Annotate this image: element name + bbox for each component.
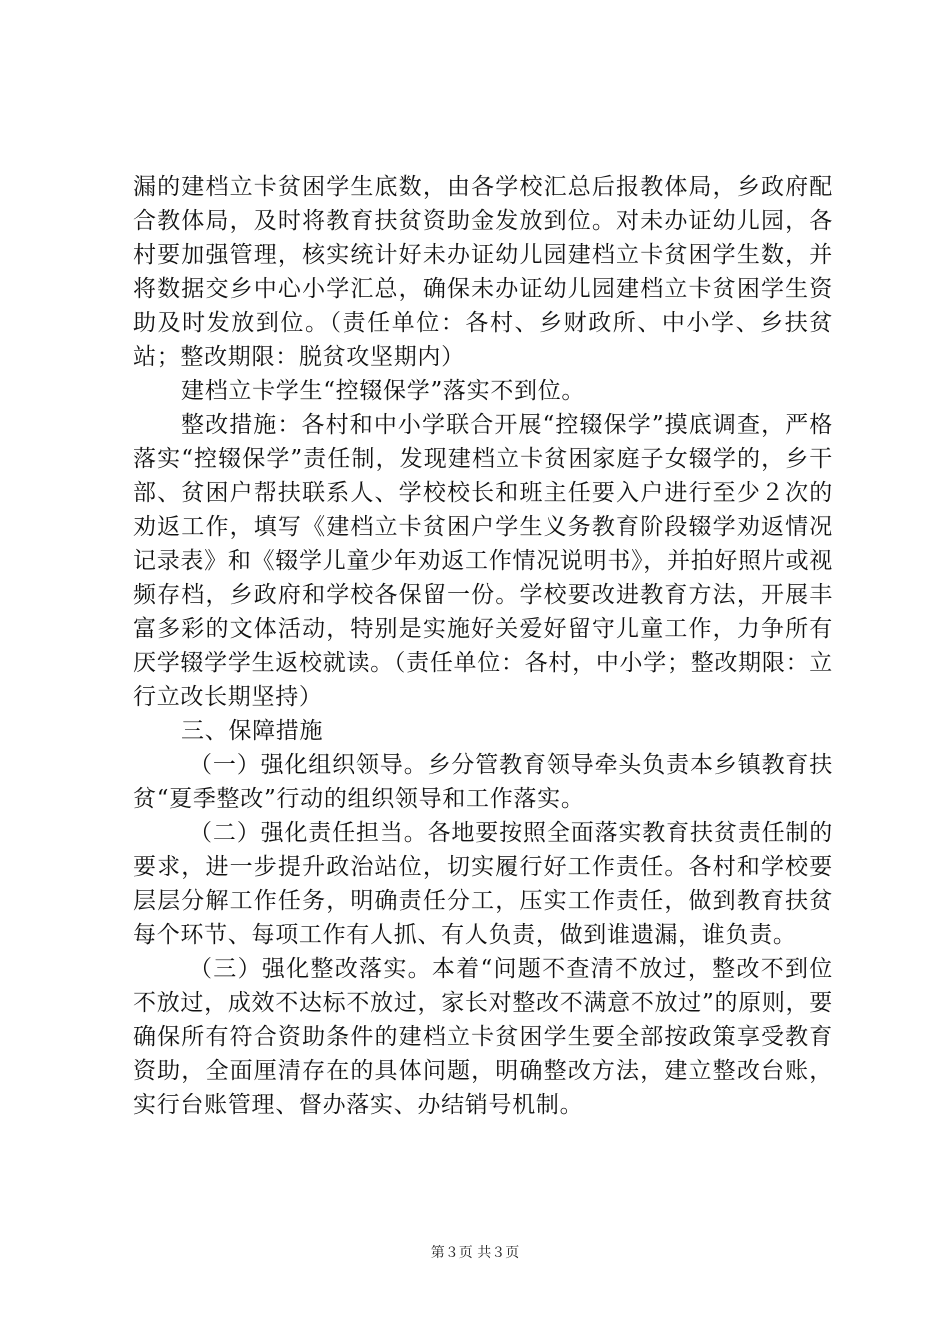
document-body	[133, 170, 833, 1122]
page-footer	[0, 1244, 950, 1262]
paragraph-safeguard-3: （三）强化整改落实。本着“问题不查清不放过，整改不到位不放过，成效不达标不放过，家长对整改不满意不放过”的原则，要确保所有符合资助条件的建档立卡贫困学生要全部按政策享受教育资助，全面厘清存在的具体问题，明确整改方法，建立整改台账，实行台账管理、督办落实、办结销号机制。	[133, 956, 833, 1118]
paragraph-rectification-measures: 整改措施：各村和中小学联合开展“控辍保学”摸底调查，严格落实“控辍保学”责任制，发现建档立卡贫困家庭子女辍学的，乡干部、贫困户帮扶联系人、学校校长和班主任要入户进行至少２次的劝返工作，填写《建档立卡贫困户学生义务教育阶段辍学劝返情况记录表》和《辍学儿童少年劝返工作情况说明书》，并拍好照片或视频存档，乡政府和学校各保留一份。学校要改进教育方法，开展丰富多彩的文体活动，特别是实施好关爱好留守儿童工作，力争所有厌学辍学学生返校就读。（责任单位：各村，中小学；整改期限：立行立改长期坚持）	[133, 412, 833, 710]
paragraph-safeguard-1: （一）强化组织领导。乡分管教育领导牵头负责本乡镇教育扶贫“夏季整改”行动的组织领导和工作落实。	[133, 752, 833, 812]
page-number: 第３页 共３页	[430, 1245, 520, 1261]
paragraph-continuation: 漏的建档立卡贫困学生底数，由各学校汇总后报教体局，乡政府配合教体局，及时将教育扶贫资助金发放到位。对未办证幼儿园，各村要加强管理，核实统计好未办证幼儿园建档立卡贫困学生数，并将数据交乡中心小学汇总，确保未办证幼儿园建档立卡贫困学生资助及时发放到位。（责任单位：各村、乡财政所、中小学、乡扶贫站；整改期限：脱贫攻坚期内）	[133, 174, 833, 370]
paragraph-safeguard-2: （二）强化责任担当。各地要按照全面落实教育扶贫责任制的要求，进一步提升政治站位，切实履行好工作责任。各村和学校要层层分解工作任务，明确责任分工，压实工作责任，做到教育扶贫每个环节、每项工作有人抓、有人负责，做到谁遗漏，谁负责。	[133, 820, 833, 948]
paragraph-issue-heading: 建档立卡学生“控辍保学”落实不到位。	[181, 378, 586, 404]
section-heading-safeguards: 三、保障措施	[181, 718, 324, 744]
